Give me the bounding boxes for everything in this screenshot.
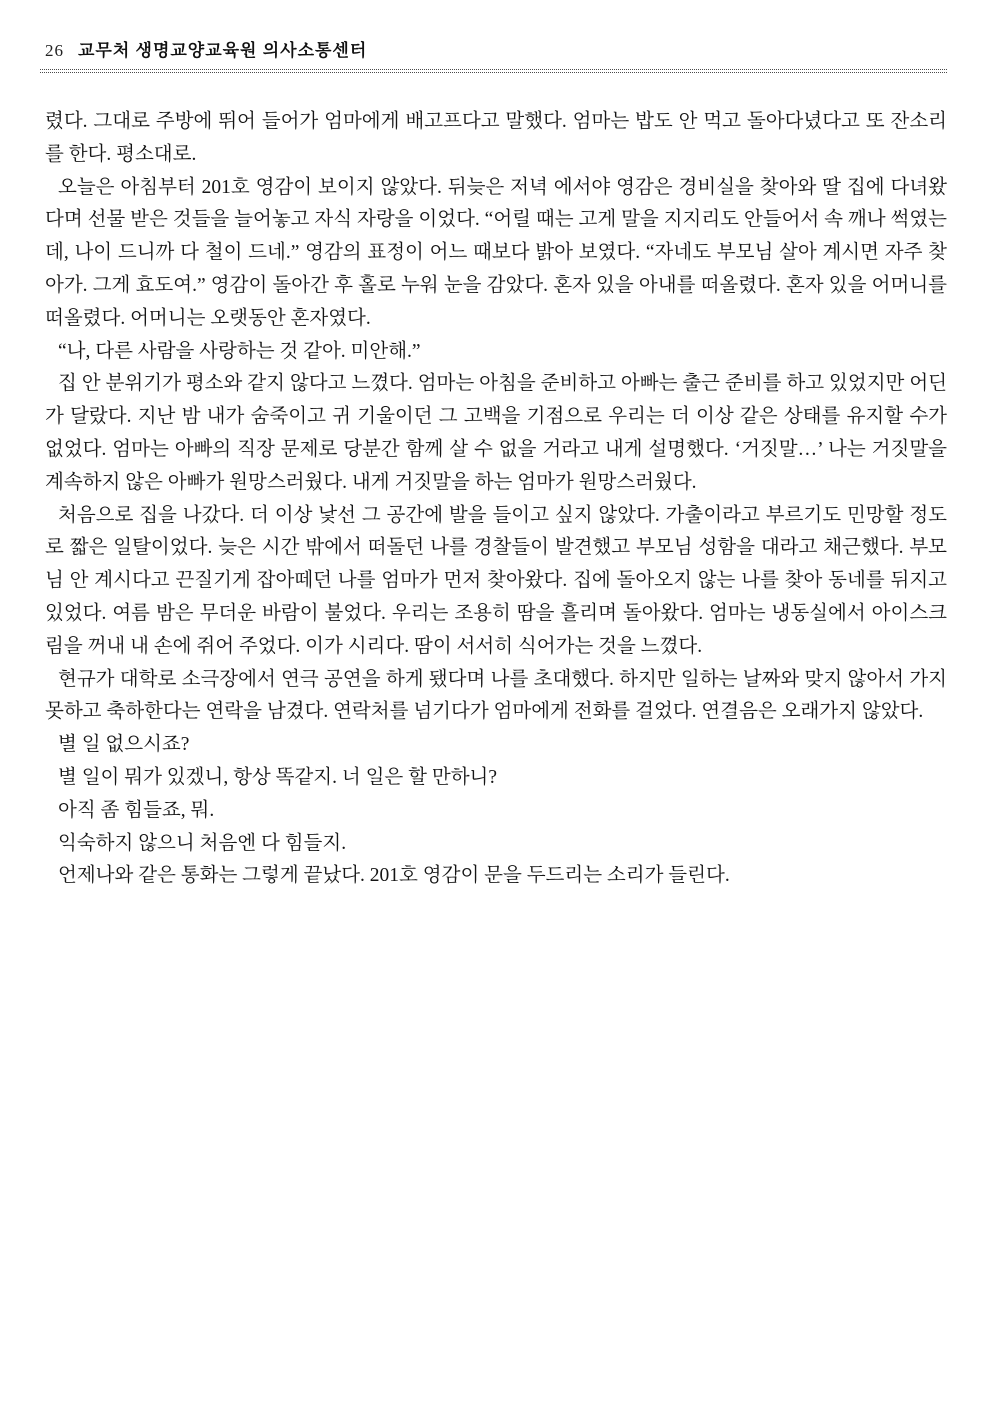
paragraph: 오늘은 아침부터 201호 영감이 보이지 않았다. 뒤늦은 저녁 에서야 영감은 경비실을 찾아와 딸 집에 다녀왔다며 선물 받은 것들을 늘어놓고 자식 자랑을 이었다. “어릴 때는 고게 말을 지지리도 안들어서 속 깨나 썩였는데, 나이 드니까 다 철이 드네.” 영감의 표정이 어느 때보다 밝아 보였다. “자네도 부모님 살아 계시면 자주 찾아가. 그게 효도여.” 영감이 돌아간 후 홀로 누워 눈을 감았다. 혼자 있을 아내를 떠올렸다. 혼자 있을 어머니를 떠올렸다. 어머니는 오랫동안 혼자였다. (45, 176, 947, 329)
paragraph: 언제나와 같은 통화는 그렇게 끝났다. 201호 영감이 문을 두드리는 소리가 들린다. (58, 865, 730, 887)
paragraph: 렸다. 그대로 주방에 뛰어 들어가 엄마에게 배고프다고 말했다. 엄마는 밥도 안 먹고 돌아다녔다고 또 잔소리를 한다. 평소대로. (45, 111, 947, 165)
paragraph: “나, 다른 사람을 사랑하는 것 같아. 미안해.” (58, 340, 421, 362)
page-number: 26 (45, 41, 64, 60)
header-divider (40, 69, 947, 73)
paragraph: 현규가 대학로 소극장에서 연극 공연을 하게 됐다며 나를 초대했다. 하지만 일하는 날짜와 맞지 않아서 가지 못하고 축하한다는 연락을 남겼다. 연락처를 넘기다가 엄마에게 전화를 걸었다. 연결음은 오래가지 않았다. (45, 668, 947, 723)
page-header (45, 40, 947, 62)
paragraph: 처음으로 집을 나갔다. 더 이상 낯선 그 공간에 발을 들이고 싶지 않았다. 가출이라고 부르기도 민망할 정도로 짧은 일탈이었다. 늦은 시간 밖에서 떠돌던 나를 경찰들이 발견했고 부모님 성함을 대라고 채근했다. 부모님 안 계시다고 끈질기게 잡아떼던 나를 엄마가 먼저 찾아왔다. 집에 돌아오지 않는 나를 찾아 동네를 뒤지고 있었다. 여름 밤은 무더운 바람이 불었다. 우리는 조용히 땀을 흘리며 돌아왔다. 엄마는 냉동실에서 아이스크림을 꺼내 내 손에 쥐어 주었다. 이가 시리다. 땀이 서서히 식어가는 것을 느꼈다. (45, 504, 947, 657)
paragraph: 집 안 분위기가 평소와 같지 않다고 느꼈다. 엄마는 아침을 준비하고 아빠는 출근 준비를 하고 있었지만 어딘가 달랐다. 지난 밤 내가 숨죽이고 귀 기울이던 그 고백을 기점으로 우리는 더 이상 같은 상태를 유지할 수가 없었다. 엄마는 아빠의 직장 문제로 당분간 함께 살 수 없을 거라고 내게 설명했다. ‘거짓말…’ 나는 거짓말을 계속하지 않은 아빠가 원망스러웠다. 내게 거짓말을 하는 엄마가 원망스러웠다. (45, 373, 947, 493)
paragraph: 별 일이 뭐가 있겠니, 항상 똑같지. 너 일은 할 만하니? (58, 766, 498, 788)
paragraph: 아직 좀 힘들죠, 뭐. (58, 799, 215, 821)
header-title: 교무처 생명교양교육원 의사소통센터 (78, 41, 368, 60)
paragraph: 익숙하지 않으니 처음엔 다 힘들지. (58, 832, 347, 854)
body-text (45, 106, 947, 893)
paragraph: 별 일 없으시죠? (58, 734, 190, 756)
